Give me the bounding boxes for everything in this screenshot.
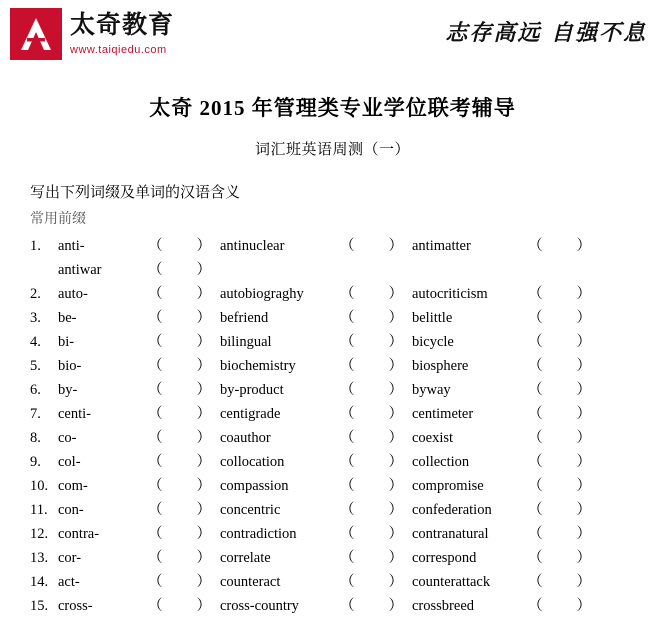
affix-term: con- (58, 502, 84, 518)
answer-blank-word2[interactable]: （ ） (528, 550, 591, 566)
answer-blank-affix[interactable]: （ ） (148, 430, 211, 446)
answer-blank-affix[interactable]: （ ） (148, 382, 211, 398)
list-item (30, 306, 665, 330)
word-term-2: compromise (412, 478, 484, 494)
item-number: 2. (30, 286, 41, 302)
answer-blank-word1[interactable]: （ ） (340, 550, 403, 566)
answer-blank-word1[interactable]: （ ） (340, 502, 403, 518)
answer-blank-word2[interactable]: （ ） (528, 478, 591, 494)
word-term-2: counterattack (412, 574, 491, 590)
affix-term: bio- (58, 358, 82, 374)
item-number: 8. (30, 430, 41, 446)
item-number: 1. (30, 238, 41, 254)
word-term-1: autobiograghy (220, 286, 304, 302)
item-number: 14. (30, 574, 49, 590)
answer-blank-word1[interactable]: （ ） (340, 430, 403, 446)
affix-term: com- (58, 478, 88, 494)
answer-blank-affix[interactable]: （ ） (148, 550, 211, 566)
answer-blank-affix[interactable]: （ ） (148, 574, 211, 590)
word-term-2: belittle (412, 310, 453, 326)
brand-name: 太奇教育 (70, 11, 175, 39)
section-label: 常用前缀 (30, 212, 86, 227)
list-item (30, 570, 665, 594)
item-number: 13. (30, 550, 49, 566)
answer-blank-affix[interactable]: （ ） (148, 358, 211, 374)
word-term-1: biochemistry (220, 358, 296, 374)
answer-blank-word2[interactable]: （ ） (528, 238, 591, 254)
brand-logo-block (10, 8, 174, 60)
instruction-text: 写出下列词缀及单词的汉语含义 (30, 185, 241, 201)
answer-blank-word2[interactable]: （ ） (528, 382, 591, 398)
answer-blank-word1[interactable]: （ ） (340, 406, 403, 422)
answer-blank-word1[interactable]: （ ） (340, 478, 403, 494)
answer-blank-word1[interactable]: （ ） (340, 574, 403, 590)
list-item (30, 594, 665, 618)
answer-blank-affix[interactable]: （ ） (148, 502, 211, 518)
word-term-1: contradiction (220, 526, 297, 542)
answer-blank-word1[interactable]: （ ） (340, 238, 403, 254)
word-term-2: antimatter (412, 238, 471, 254)
answer-blank-word1[interactable]: （ ） (340, 310, 403, 326)
answer-blank-word1[interactable]: （ ） (340, 454, 403, 470)
answer-blank-word1[interactable]: （ ） (340, 286, 403, 302)
word-term-1: by-product (220, 382, 284, 398)
answer-blank-affix[interactable]: （ ） (148, 334, 211, 350)
list-item (30, 450, 665, 474)
word-term-1: concentric (220, 502, 281, 518)
answer-blank-word1[interactable]: （ ） (340, 382, 403, 398)
answer-blank-affix[interactable]: （ ） (148, 238, 211, 254)
answer-blank-affix[interactable]: （ ） (148, 598, 211, 614)
answer-blank-word1[interactable]: （ ） (340, 526, 403, 542)
item-number: 11. (30, 502, 48, 518)
word-term-1: antinuclear (220, 238, 285, 254)
affix-term: act- (58, 574, 80, 590)
page-title: 太奇 2015 年管理类专业学位联考辅导 (149, 96, 516, 120)
page-header (0, 0, 665, 74)
word-term-1: counteract (220, 574, 281, 590)
answer-blank-affix[interactable]: （ ） (148, 454, 211, 470)
answer-blank-word2[interactable]: （ ） (528, 286, 591, 302)
word-term-2: collection (412, 454, 470, 470)
word-term-2: centimeter (412, 406, 474, 422)
affix-term: col- (58, 454, 81, 470)
word-term-1: centigrade (220, 406, 281, 422)
affix-term: contra- (58, 526, 100, 542)
word-term-1: cross-country (220, 598, 299, 614)
list-item (30, 522, 665, 546)
affix-term: cor- (58, 550, 82, 566)
answer-blank-word1[interactable]: （ ） (340, 334, 403, 350)
item-number: 10. (30, 478, 49, 494)
word-term-2: biosphere (412, 358, 469, 374)
word-term-1: compassion (220, 478, 289, 494)
item-number: 15. (30, 598, 49, 614)
word-term-1: coauthor (220, 430, 271, 446)
answer-blank-word2[interactable]: （ ） (528, 502, 591, 518)
word-term-1: bilingual (220, 334, 272, 350)
list-item (30, 258, 665, 282)
word-term-1: correlate (220, 550, 271, 566)
item-number: 12. (30, 526, 49, 542)
answer-blank-word2[interactable]: （ ） (528, 430, 591, 446)
answer-blank-affix[interactable]: （ ） (148, 262, 211, 278)
affix-term: antiwar (58, 262, 102, 278)
affix-term: auto- (58, 286, 88, 302)
item-number: 9. (30, 454, 41, 470)
affix-term: by- (58, 382, 78, 398)
list-item (30, 546, 665, 570)
word-term-2: byway (412, 382, 451, 398)
affix-term: co- (58, 430, 77, 446)
item-number: 5. (30, 358, 41, 374)
list-item (30, 330, 665, 354)
word-term-2: crossbreed (412, 598, 475, 614)
word-term-2: coexist (412, 430, 454, 446)
affix-term: be- (58, 310, 77, 326)
affix-term: anti- (58, 238, 85, 254)
brand-text (70, 8, 174, 56)
list-item (30, 354, 665, 378)
answer-blank-affix[interactable]: （ ） (148, 406, 211, 422)
answer-blank-word2[interactable]: （ ） (528, 358, 591, 374)
word-term-2: autocriticism (412, 286, 488, 302)
list-item (30, 234, 665, 258)
brand-url: www.taiqiedu.com (70, 44, 167, 56)
word-term-1: collocation (220, 454, 285, 470)
list-item (30, 378, 665, 402)
list-item (30, 498, 665, 522)
answer-blank-affix[interactable]: （ ） (148, 286, 211, 302)
word-term-1: befriend (220, 310, 269, 326)
list-item (30, 282, 665, 306)
answer-blank-word2[interactable]: （ ） (528, 454, 591, 470)
answer-blank-word2[interactable]: （ ） (528, 526, 591, 542)
brand-slogan: 志存高远 自强不息 (445, 20, 647, 46)
page-subtitle: 词汇班英语周测（一） (254, 142, 410, 158)
answer-blank-word1[interactable]: （ ） (340, 598, 403, 614)
answer-blank-word2[interactable]: （ ） (528, 310, 591, 326)
word-term-2: contranatural (412, 526, 489, 542)
answer-blank-word2[interactable]: （ ） (528, 406, 591, 422)
affix-term: cross- (58, 598, 93, 614)
vocabulary-list (0, 234, 665, 618)
mountain-triangle-logo-icon (10, 8, 62, 60)
answer-blank-affix[interactable]: （ ） (148, 478, 211, 494)
list-item (30, 426, 665, 450)
answer-blank-word2[interactable]: （ ） (528, 598, 591, 614)
item-number: 3. (30, 310, 41, 326)
word-term-2: correspond (412, 550, 477, 566)
list-item (30, 474, 665, 498)
word-term-2: bicycle (412, 334, 454, 350)
list-item (30, 402, 665, 426)
word-term-2: confederation (412, 502, 492, 518)
affix-term: centi- (58, 406, 92, 422)
answer-blank-word2[interactable]: （ ） (528, 574, 591, 590)
item-number: 4. (30, 334, 41, 350)
item-number: 6. (30, 382, 41, 398)
item-number: 7. (30, 406, 41, 422)
answer-blank-word1[interactable]: （ ） (340, 358, 403, 374)
answer-blank-affix[interactable]: （ ） (148, 310, 211, 326)
answer-blank-word2[interactable]: （ ） (528, 334, 591, 350)
affix-term: bi- (58, 334, 75, 350)
answer-blank-affix[interactable]: （ ） (148, 526, 211, 542)
